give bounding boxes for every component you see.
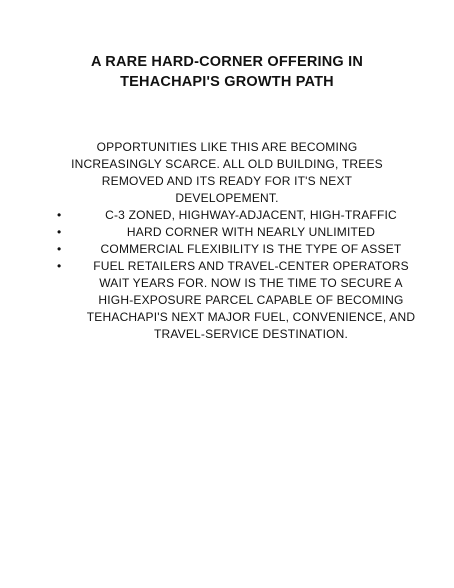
bullet-line: COMMERCIAL FLEXIBILITY IS THE TYPE OF ASSET bbox=[100, 242, 402, 256]
bullet-line: HARD CORNER WITH NEARLY UNLIMITED bbox=[126, 225, 376, 239]
bullet-list bbox=[55, 207, 425, 343]
bullet-marker: • bbox=[57, 208, 62, 222]
title-line: A RARE HARD-CORNER OFFERING IN bbox=[90, 54, 364, 70]
page-title bbox=[60, 52, 394, 92]
list-item bbox=[55, 207, 425, 224]
list-item bbox=[55, 241, 425, 258]
list-item bbox=[55, 224, 425, 241]
intro-line: REMOVED AND ITS READY FOR IT'S NEXT bbox=[101, 174, 353, 188]
bullet-line: FUEL RETAILERS AND TRAVEL-CENTER OPERATORS bbox=[93, 259, 409, 273]
bullet-line: HIGH-EXPOSURE PARCEL CAPABLE OF BECOMING bbox=[98, 293, 404, 307]
bullet-line: C-3 ZONED, HIGHWAY-ADJACENT, HIGH-TRAFFIC bbox=[105, 208, 397, 222]
intro-paragraph bbox=[60, 139, 394, 207]
intro-line: OPPORTUNITIES LIKE THIS ARE BECOMING bbox=[96, 140, 358, 154]
list-item bbox=[55, 258, 425, 343]
intro-line: DEVELOPEMENT. bbox=[175, 191, 279, 205]
intro-line: INCREASINGLY SCARCE. ALL OLD BUILDING, TREES bbox=[71, 157, 383, 171]
bullet-marker: • bbox=[57, 259, 62, 273]
title-line: TEHACHAPI'S GROWTH PATH bbox=[120, 74, 334, 90]
bullet-marker: • bbox=[57, 242, 62, 256]
bullet-marker: • bbox=[57, 225, 62, 239]
bullet-line: WAIT YEARS FOR. NOW IS THE TIME TO SECURE A bbox=[99, 276, 403, 290]
bullet-line: TRAVEL-SERVICE DESTINATION. bbox=[153, 327, 349, 341]
bullet-line: TEHACHAPI'S NEXT MAJOR FUEL, CONVENIENCE, AND bbox=[86, 310, 416, 324]
